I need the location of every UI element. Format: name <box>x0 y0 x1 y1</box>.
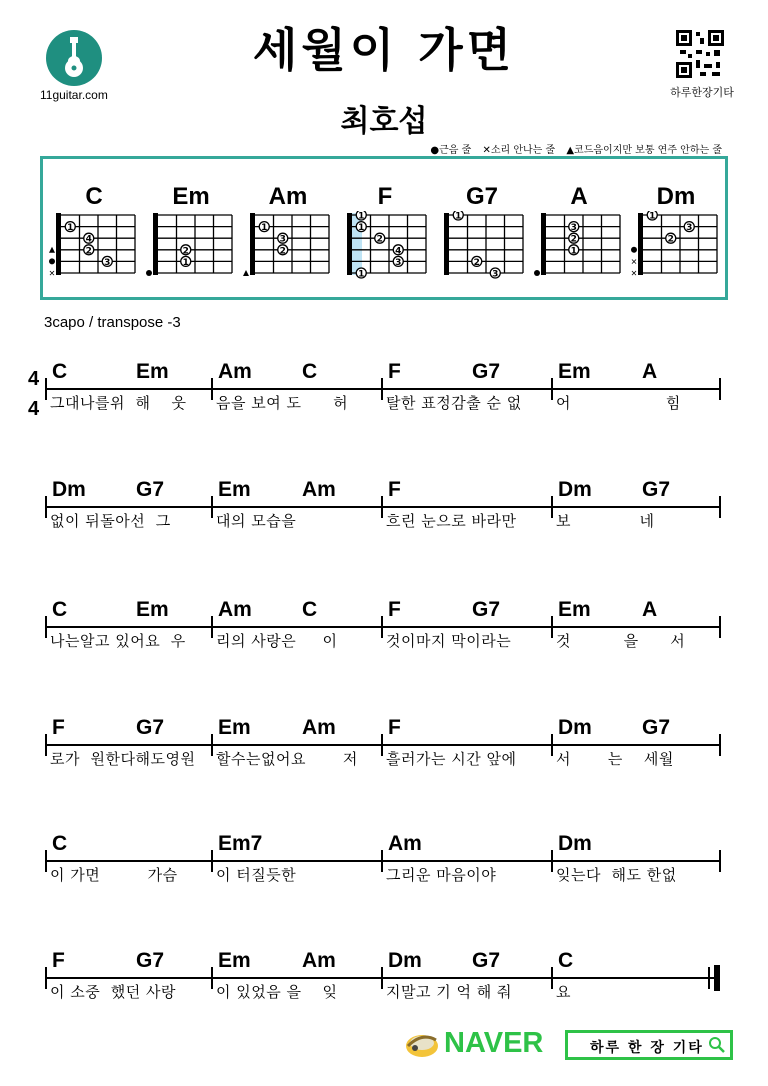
staff-line <box>46 977 720 979</box>
chord-label: G7 <box>472 949 501 972</box>
lyric-text: 음을 보여 도 허 <box>216 394 349 412</box>
chord-name: F <box>377 183 393 210</box>
lyric-text: 리의 사랑은 이 <box>216 632 338 650</box>
song-title: 세월이 가면 <box>252 23 516 77</box>
chord-label: Em <box>136 598 169 621</box>
barline <box>211 850 213 872</box>
staff-line <box>46 744 720 746</box>
chord-legend <box>422 141 722 156</box>
chord-label: F <box>388 478 401 501</box>
chord-label: Dm <box>52 478 86 501</box>
lyric-text: 로가 원한다해도영원 <box>50 750 196 768</box>
fretboard-diagram <box>437 211 527 281</box>
barline <box>211 496 213 518</box>
chord-label: F <box>388 598 401 621</box>
chord-label: Am <box>218 598 252 621</box>
svg-text:1: 1 <box>261 223 268 234</box>
staff-line <box>46 860 720 862</box>
barline <box>211 378 213 400</box>
barline <box>381 967 383 989</box>
lyric-text: 지말고 기 억 해 줘 <box>386 983 513 1001</box>
chord-name: C <box>85 183 103 210</box>
legend-mute: ✕소리 안나는 줄 <box>482 145 556 156</box>
svg-text:2: 2 <box>376 234 383 245</box>
blog-search-box[interactable] <box>565 1030 733 1060</box>
barline <box>381 378 383 400</box>
barline <box>381 734 383 756</box>
chord-label: A <box>642 598 658 621</box>
chord-label: Dm <box>558 716 592 739</box>
chord-label: G7 <box>136 478 165 501</box>
barline <box>719 616 721 638</box>
lyric-text: 이 터질듯한 <box>216 866 297 884</box>
staff-row <box>0 466 768 566</box>
staff-line <box>46 506 720 508</box>
chord-label: F <box>388 360 401 383</box>
chord-label: G7 <box>136 716 165 739</box>
barline <box>45 496 47 518</box>
svg-text:1: 1 <box>67 223 74 234</box>
svg-text:✕: ✕ <box>631 269 638 278</box>
chord-label: C <box>558 949 574 972</box>
svg-text:2: 2 <box>667 234 674 245</box>
lyric-text: 그대나를위 해 웃 <box>50 394 187 412</box>
chord-label: C <box>52 598 68 621</box>
song-artist: 최호섭 <box>340 104 428 139</box>
qr-label: 하루한장기타 <box>670 86 734 99</box>
svg-text:3: 3 <box>395 257 402 268</box>
chord-label: G7 <box>472 598 501 621</box>
chord-label: Am <box>302 949 336 972</box>
chord-label: F <box>52 716 65 739</box>
lyric-text: 이 가면 가슴 <box>50 866 178 884</box>
chord-name: Dm <box>656 183 696 210</box>
fretboard-diagram <box>631 211 721 281</box>
barline <box>45 734 47 756</box>
barline <box>211 967 213 989</box>
barline <box>45 378 47 400</box>
svg-text:✕: ✕ <box>631 257 638 267</box>
fretboard-diagram <box>49 211 139 281</box>
barline <box>381 616 383 638</box>
svg-text:1: 1 <box>649 211 656 222</box>
chord-label: C <box>302 598 318 621</box>
lyric-text: 대의 모습을 <box>216 512 297 530</box>
barline <box>551 967 553 989</box>
naver-blog-icon <box>404 1026 440 1060</box>
lyric-text: 탈한 표정감출 순 없 <box>386 394 522 412</box>
time-signature-top: 4 <box>28 368 40 390</box>
chord-label: Am <box>302 478 336 501</box>
lyric-text: 할수는없어요 저 <box>216 750 358 768</box>
chord-label: Dm <box>558 478 592 501</box>
chord-label: Em <box>558 360 591 383</box>
barline <box>719 850 721 872</box>
chord-label: G7 <box>136 949 165 972</box>
chord-label: Em <box>218 716 251 739</box>
barline <box>551 734 553 756</box>
barline <box>45 850 47 872</box>
staff-row <box>0 348 768 448</box>
lyric-text: 것이마지 막이라는 <box>386 632 512 650</box>
barline <box>719 378 721 400</box>
qr-code-icon <box>676 30 724 78</box>
chord-label: C <box>52 832 68 855</box>
lyric-text: 이 있었음 을 잊 <box>216 983 338 1001</box>
barline <box>211 616 213 638</box>
capo-text: 3capo / transpose -3 <box>44 314 181 331</box>
barline <box>45 616 47 638</box>
lyric-text: 없이 뒤돌아선 그 <box>50 512 171 530</box>
search-icon[interactable] <box>708 1036 726 1054</box>
chord-label: C <box>52 360 68 383</box>
chord-label: C <box>302 360 318 383</box>
staff-line <box>46 626 720 628</box>
svg-text:✕: ✕ <box>49 269 56 278</box>
chord-label: G7 <box>472 360 501 383</box>
svg-text:1: 1 <box>358 211 365 222</box>
svg-text:3: 3 <box>492 269 499 280</box>
chord-label: Am <box>388 832 422 855</box>
svg-text:2: 2 <box>85 246 92 257</box>
barline <box>551 616 553 638</box>
barline <box>551 496 553 518</box>
naver-logo: NAVER <box>444 1027 544 1059</box>
chord-name: G7 <box>465 183 498 210</box>
legend-optional: ▲코드음이지만 보통 연주 안하는 줄 <box>566 145 722 156</box>
chord-name: Em <box>172 183 210 210</box>
svg-text:1: 1 <box>182 257 189 268</box>
lyric-text: 요 <box>556 983 571 1001</box>
barline <box>719 734 721 756</box>
svg-text:1: 1 <box>358 269 365 280</box>
svg-text:1: 1 <box>455 211 462 222</box>
fretboard-diagram <box>340 211 430 281</box>
svg-text:2: 2 <box>279 246 286 257</box>
fretboard-diagram <box>243 211 333 281</box>
svg-text:2: 2 <box>570 234 577 245</box>
barline <box>551 378 553 400</box>
lyric-text: 그리운 마음이야 <box>386 866 497 884</box>
chord-label: Dm <box>388 949 422 972</box>
chord-label: Em <box>218 949 251 972</box>
chord-label: Am <box>302 716 336 739</box>
staff-row <box>0 937 768 1037</box>
lyric-text: 잊는다 해도 한없 <box>556 866 677 884</box>
logo-site-text: 11guitar.com <box>40 88 108 102</box>
chord-label: G7 <box>642 716 671 739</box>
search-text: 하루 한 장 기타 <box>590 1040 704 1056</box>
time-signature-bottom: 4 <box>28 398 40 420</box>
chord-diagram-box <box>40 156 728 300</box>
svg-text:4: 4 <box>85 234 92 245</box>
svg-text:4: 4 <box>395 246 402 257</box>
barline <box>211 734 213 756</box>
fretboard-diagram <box>146 211 236 281</box>
svg-text:3: 3 <box>570 223 577 234</box>
lyric-text: 보 네 <box>556 512 655 530</box>
lyric-text: 것 을 서 <box>556 632 686 650</box>
staff-row <box>0 820 768 920</box>
barline <box>45 967 47 989</box>
staff-row <box>0 704 768 804</box>
barline <box>719 496 721 518</box>
chord-name: Am <box>268 183 308 210</box>
chord-label: Dm <box>558 832 592 855</box>
lyric-text: 이 소중 했던 사랑 <box>50 983 177 1001</box>
lyric-text: 나는알고 있어요 우 <box>50 632 186 650</box>
chord-label: Em7 <box>218 832 263 855</box>
lyric-text: 흘러가는 시간 앞에 <box>386 750 517 768</box>
svg-text:3: 3 <box>104 257 111 268</box>
svg-text:3: 3 <box>279 234 286 245</box>
svg-text:2: 2 <box>182 246 189 257</box>
chord-label: Em <box>558 598 591 621</box>
fretboard-diagram <box>534 211 624 281</box>
chord-label: G7 <box>642 478 671 501</box>
lyric-text: 서 는 세월 <box>556 750 674 768</box>
chord-label: F <box>388 716 401 739</box>
chord-name: A <box>570 183 588 210</box>
staff-line <box>46 388 720 390</box>
lyric-text: 흐린 눈으로 바라만 <box>386 512 517 530</box>
svg-text:1: 1 <box>358 223 365 234</box>
barline <box>381 850 383 872</box>
svg-text:1: 1 <box>570 246 577 257</box>
chord-label: Am <box>218 360 252 383</box>
svg-text:2: 2 <box>473 257 480 268</box>
svg-text:3: 3 <box>686 223 693 234</box>
staff-row <box>0 586 768 686</box>
barline <box>551 850 553 872</box>
chord-label: A <box>642 360 658 383</box>
chord-label: Em <box>218 478 251 501</box>
lyric-text: 어 힘 <box>556 394 681 412</box>
chord-label: Em <box>136 360 169 383</box>
chord-label: F <box>52 949 65 972</box>
barline <box>381 496 383 518</box>
legend-root: ●근음 줄 <box>430 145 472 156</box>
